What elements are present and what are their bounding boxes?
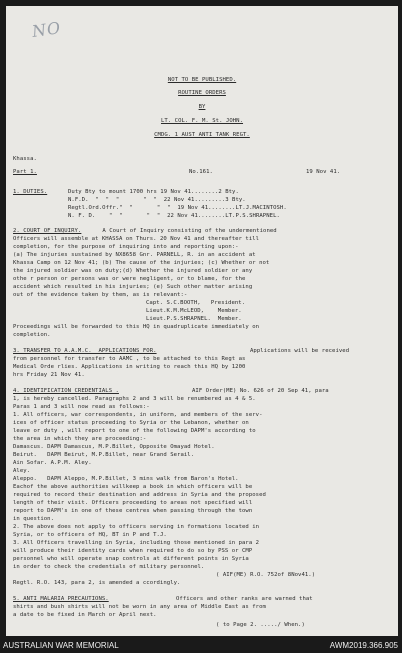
court-line: A Court of Inquiry consisting of the undermentioned <box>99 228 277 234</box>
court-title: 2. COURT OF INQUIRY. <box>13 228 82 234</box>
header-routine-orders: ROUTINE ORDERS <box>178 90 226 96</box>
transfer-title: 3. TRANSFER TO A.A.M.C. APPLICATIONS FOR. <box>13 348 157 354</box>
transfer-line: Applications will be received <box>250 348 350 354</box>
ident-line: Paras 1 and 3 will now read as follows:- <box>13 404 150 410</box>
court-line: accident which resulted in his injuries; (e) Such other matter arising <box>13 284 253 290</box>
court-line: completion, for the purpose of inquiring into and reporting upon:- <box>13 244 239 250</box>
header-by: BY <box>198 104 206 110</box>
ident-line: Regtl. R.O. 143, para 2, is amended a ccordingly. <box>13 580 181 586</box>
ident-line: Aley. <box>13 468 31 474</box>
order-date: 19 Nov 41. <box>306 169 341 175</box>
order-number: No.161. <box>189 169 213 175</box>
court-member: Capt. S.C.BOOTH, President. <box>146 300 246 306</box>
duties-line: N. F. D. " " " " 22 Nov 41........LT.P.S.SHRAPNEL. <box>68 213 280 219</box>
ident-line: in order to check the credentials of military personnel. <box>13 564 205 570</box>
court-line: Officers will assemble at KHASSA on Thurs. 20 Nov 41 and thereafter till <box>13 236 260 242</box>
ident-line: Eachof the above authorities willkeep a book in which officers will be <box>13 484 253 490</box>
ident-line: Ain Sofar. A.P.M. Aley. <box>13 460 92 466</box>
ident-line: Beirut. DAPM Beirut, M.P.Billet, near Grand Serail. <box>13 452 195 458</box>
footer-institution: AUSTRALIAN WAR MEMORIAL <box>3 641 119 650</box>
court-line: the injured soldier was on duty;(d) Whether the injured soldier or any <box>13 268 253 274</box>
duties-line: Regtl.Ord.Offr." " " " 19 Nov 41........LT.J.MACINTOSH. <box>68 205 287 211</box>
court-line: completion. <box>13 332 51 338</box>
ident-line: personnel who will operate snap controls at different points in Syria <box>13 556 249 562</box>
document-page <box>6 6 398 636</box>
ident-line: 2. The above does not apply to officers serving in formations located in <box>13 524 260 530</box>
ident-line: ices of officer status proceeding to Syria or the Lebanon, whether on <box>13 420 249 426</box>
ident-line: required to record their destination and address in Syria and the proposed <box>13 492 266 498</box>
continued-note: ( to Page 2. ...../ When.) <box>216 622 305 628</box>
footer-bar <box>0 638 402 653</box>
ident-line: leave or duty , will report to one of the following DAPM's according to <box>13 428 256 434</box>
ident-line: Damascus. DAPM Damascus, M.P.Billet, Opposite Omayad Hotel. <box>13 444 215 450</box>
ident-line: the area in which they are proceeding:- <box>13 436 147 442</box>
part-number: Part 1. <box>13 169 37 175</box>
location: Khassa. <box>13 156 37 162</box>
ident-reference: ( AIF(ME) R.O. 752of 8Nov41.) <box>216 572 316 578</box>
court-line: othe r person or persons was or were negligent, or to blame, for the <box>13 276 246 282</box>
ident-line: 1. All officers, war correspondents, in uniform, and members of the serv- <box>13 412 263 418</box>
court-member: Lieut.P.S.SHRAPNEL. Member. <box>146 316 242 322</box>
ident-line: in question. <box>13 516 55 522</box>
ident-line: report to DAPM's in one of these centres when passing through the town <box>13 508 253 514</box>
header-unit: CMDG. 1 AUST ANTI TANK REGT. <box>154 132 250 138</box>
court-line: (a) The injuries sustained by NX8658 Gnr. PARNELL, R. in an accident at <box>13 252 256 258</box>
malaria-title: 5. ANTI MALARIA PRECAUTIONS. <box>13 596 109 602</box>
court-member: Lieut.K.M.McLEOD, Member. <box>146 308 242 314</box>
ident-title: 4. IDENTIFICATION CREDENTIALS . <box>13 388 119 394</box>
malaria-line: a date to be fixed in March or April next. <box>13 612 157 618</box>
court-line: Proceedings will be forwarded to this HQ in quadruplicate immediately on <box>13 324 260 330</box>
transfer-line: from personnel for transfer to AAMC , to be attached to this Regt as <box>13 356 246 362</box>
duties-line: Duty Bty to mount 1700 hrs 19 Nov 41........2 Bty. <box>68 189 239 195</box>
ident-line: will produce their identity cards when required to do so by PSS or CMP <box>13 548 253 554</box>
court-line: out of the evidence taken by them, as is relevant:- <box>13 292 188 298</box>
ident-line: AIF Order(ME) No. 626 of 20 Sep 41, para <box>192 388 329 394</box>
duties-line: N.F.D. " " " " " 22 Nov 41.........3 Bty. <box>68 197 246 203</box>
ident-line: Syria, or to officers of HQ, BT in P and T.J. <box>13 532 167 538</box>
ident-line: Aleppo. DAPM Aleppo, M.P.Billet, 3 mins walk from Baron's Hotel. <box>13 476 239 482</box>
handwritten-mark: NO <box>30 18 63 41</box>
ident-line: 3. All Officers travelling in Syria, including those mentioned in para 2 <box>13 540 260 546</box>
header-commander: LT. COL. F. M. St. JOHN. <box>160 118 244 124</box>
transfer-line: hrs Friday 21 Nov 41. <box>13 372 85 378</box>
transfer-line: Medical Orde rlies. Applications in writing to reach this HQ by 1200 <box>13 364 246 370</box>
footer-accession: AWM2019.366.905 <box>329 641 398 650</box>
court-line: Khassa Camp on 12 Nov 41; (b) The cause of the injuries; (c) Whether or not <box>13 260 270 266</box>
ident-line: 1, is hereby cancelled. Paragraphs 2 and 3 will be renumbered as 4 & 5. <box>13 396 256 402</box>
duties-title: 1. DUTIES. <box>13 189 48 195</box>
ident-line: length of their visit. Officers proceeding to areas not specified will <box>13 500 253 506</box>
malaria-line: shirts and bush shirts will not be worn in any area of Middle East as from <box>13 604 266 610</box>
header-not-published: NOT TO BE PUBLISHED. <box>167 77 237 83</box>
malaria-line: Officers and other ranks are warned that <box>176 596 313 602</box>
